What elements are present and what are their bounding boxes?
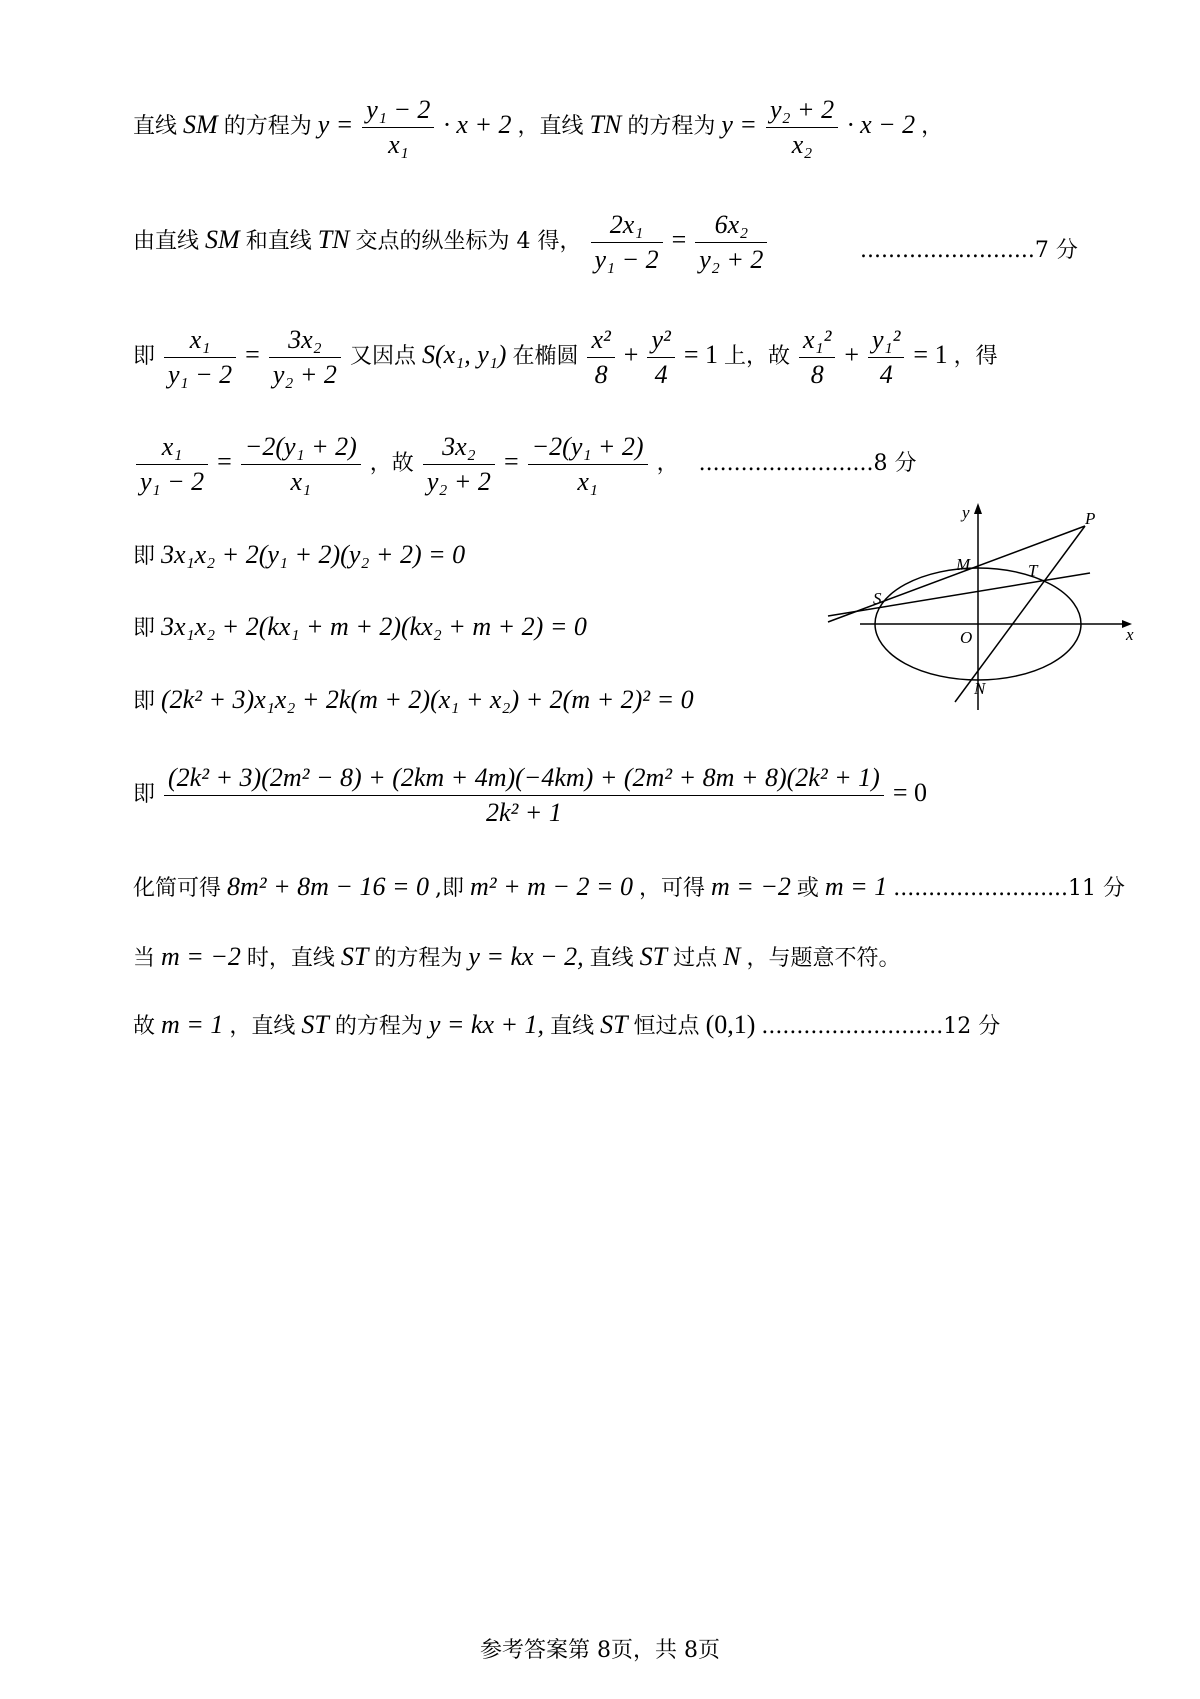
fraction: $\frac{\text{3x₂}}{\text{y₂ + 2}}$ [269,325,341,390]
line-9: 化简可得 8m² + 8m − 16 = 0 ,即 m² + m − 2 = 0 ，可得 m = −2 或 m = 1 .........................11 分 [133,872,1126,901]
line-4: $\frac{\text{x₁}}{\text{y₁ − 2}}$ = $\frac{\text{−2(y₁ + 2)}}{\text{x₁}}$ ，故 $\frac{\text{3x₂}}{\text{y₂ + 2}}$ = $\frac{\text{−2(y₁ + 2)}}{\text{x₁}}$ ， .........................8 分 [133,432,916,497]
line-8: 即 (2k² + 3)(2m² − 8) + (2km + 4m)(−4km) + (2m² + 8m + 8)(2k² + 1) 2k² + 1 = 0 [133,763,927,827]
fraction: $\frac{\text{x₁}}{\text{y₁ − 2}}$ [164,325,236,390]
fraction: $\frac{\text{3x₂}}{\text{y₂ + 2}}$ [423,432,495,497]
line-3: 即 $\frac{\text{x₁}}{\text{y₁ − 2}}$ = $\frac{\text{3x₂}}{\text{y₂ + 2}}$ 又因点 S(x₁, y₁) 在椭圆 $\frac{\text{x²}}{8}$ + $\frac{\text{y²}}{4}$ = 1 上，故 $\frac{\text{x₁²}}{8}$ + $\frac{\text{y₁²}}{4}$ = 1 ，得 [133,325,998,389]
page-footer: 参考答案第 8页，共 8页 [480,1638,720,1663]
fraction: $\frac{\text{2x₁}}{\text{y₁ − 2}}$ [591,210,663,275]
label-o: O [960,628,973,647]
score-7: .........................7 分 [860,238,1078,263]
fraction: $\frac{\text{x²}}{8}$ [587,325,614,390]
line-sp [828,526,1085,622]
fraction: $\frac{\text{6x₂}}{\text{y₂ + 2}}$ [695,210,767,275]
label-s: S [873,589,882,608]
fraction: $\frac{\text{−2(y₁ + 2)}}{\text{x₁}}$ [241,432,361,497]
label-t: T [1028,561,1038,580]
label-m: M [956,555,971,574]
line-1: 直线 SM 的方程为 y = $\frac{\text{y₁ − 2}}{\text{x₁}}$ · x + 2 ，直线 TN 的方程为 y = $\frac{\text{y₂ + 2}}{\text{x₂}}$ · x − 2 ， [133,95,944,159]
fraction: $\frac{\text{y²}}{4}$ [647,325,674,390]
line-10: 当 m = −2 时，直线 ST 的方程为 y = kx − 2, 直线 ST 过点 N ，与题意不符。 [133,942,901,971]
ellipse-figure [820,500,1140,720]
line-st [828,573,1090,616]
label-p: P [1085,509,1096,528]
line-6: 即 3x₁x₂ + 2(kx₁ + m + 2)(kx₂ + m + 2) = 0 [133,612,587,641]
fraction: $\frac{\text{y₁²}}{4}$ [868,325,904,390]
fraction: $\frac{\text{y₁ − 2}}{\text{x₁}}$ [362,95,434,160]
label-n: N [974,679,986,698]
label-x: x [1126,625,1134,644]
fraction: $\frac{\text{x₁²}}{8}$ [799,325,835,390]
label-y: y [962,503,970,522]
line-11: 故 m = 1 ，直线 ST 的方程为 y = kx + 1, 直线 ST 恒过点 (0,1) ..........................12 分 [133,1010,1001,1039]
y-axis-arrow-icon [974,503,982,514]
line-7: 即 (2k² + 3)x₁x₂ + 2k(m + 2)(x₁ + x₂) + 2(m + 2)² = 0 [133,685,694,714]
fraction: $\frac{\text{−2(y₁ + 2)}}{\text{x₁}}$ [528,432,648,497]
fraction: $\frac{\text{y₂ + 2}}{\text{x₂}}$ [766,95,838,160]
fraction: $\frac{\text{x₁}}{\text{y₁ − 2}}$ [136,432,208,497]
fraction: (2k² + 3)(2m² − 8) + (2km + 4m)(−4km) + (2m² + 8m + 8)(2k² + 1) 2k² + 1 [164,763,884,828]
line-5: 即 3x₁x₂ + 2(y₁ + 2)(y₂ + 2) = 0 [133,540,466,569]
line-2: 由直线 SM 和直线 TN 交点的纵坐标为 4 得， $\frac{\text{2x₁}}{\text{y₁ − 2}}$ = $\frac{\text{6x₂}}{\text{y₂ + 2}}$ [133,210,770,275]
